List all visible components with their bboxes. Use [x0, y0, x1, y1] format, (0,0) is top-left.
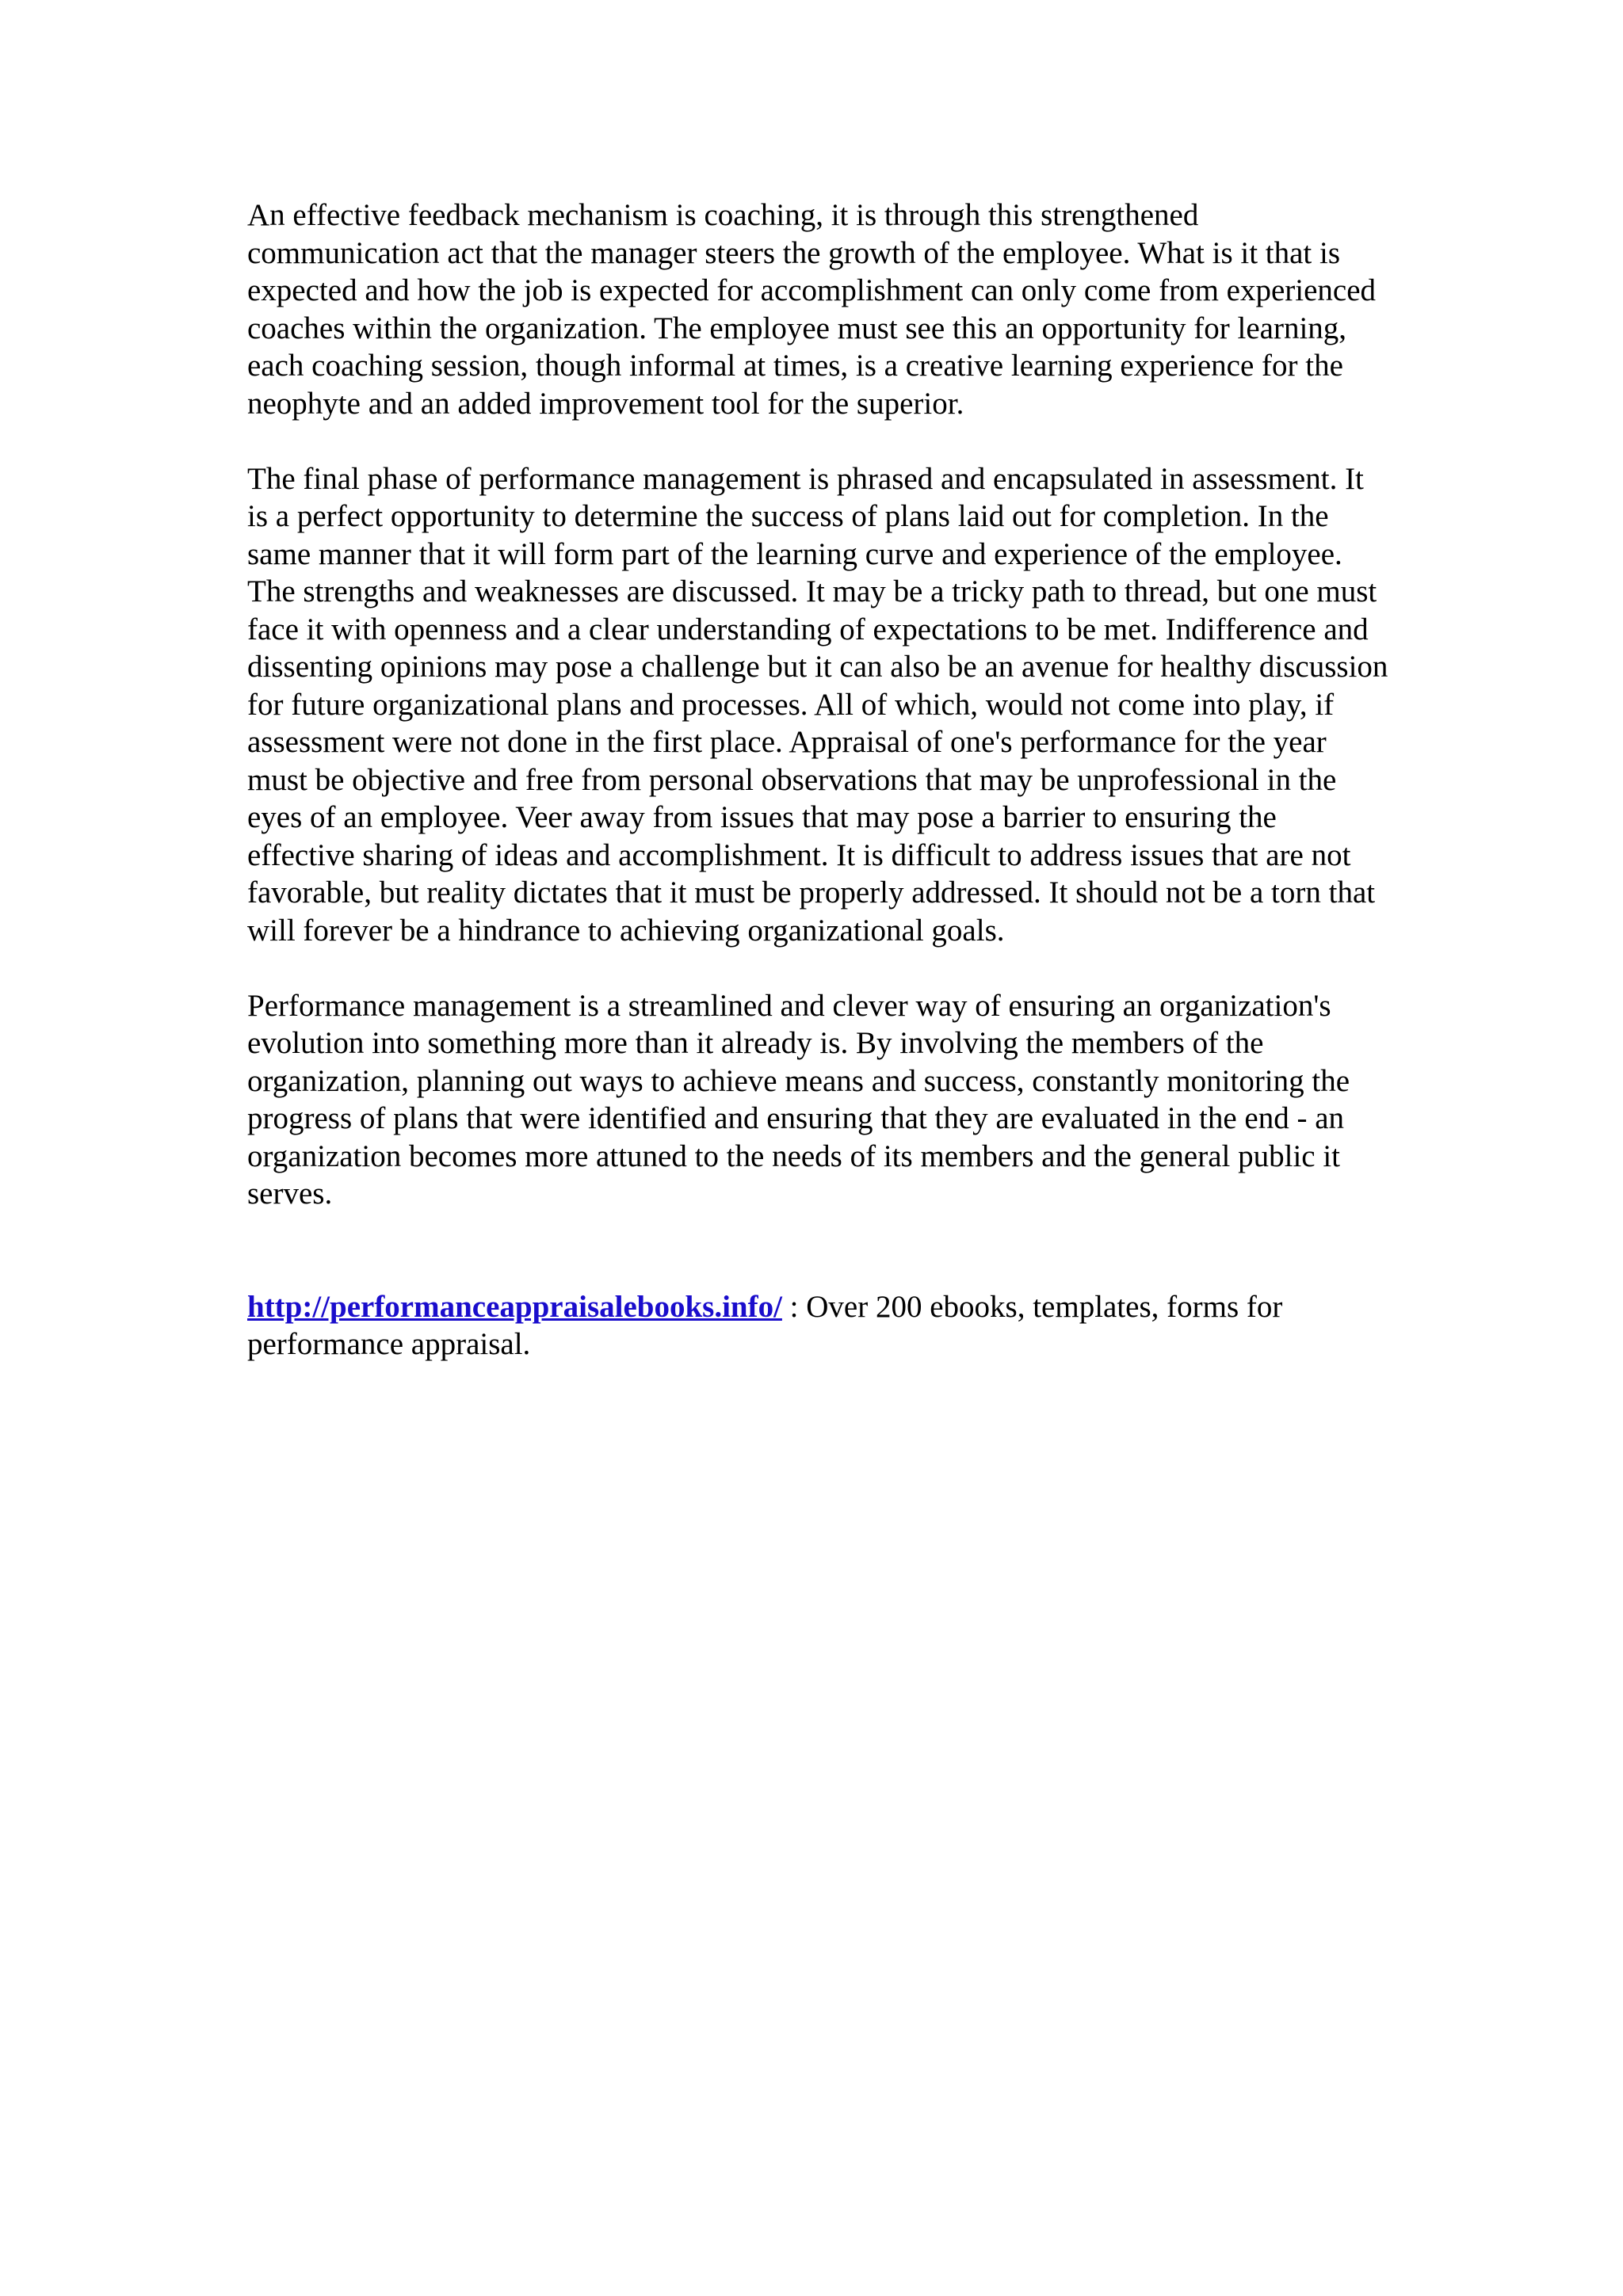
paragraph-coaching: An effective feedback mechanism is coaching, it is through this strengthened communication act that the manager steers the growth of the employee. What is it that is expected and how the job is expected for accomplishment can only come from experienced coaches within the organization. The employee must see this an opportunity for learning, each coaching session, though informal at times, is a creative learning experience for the neophyte and an added improvement tool for the superior. [247, 198, 1377, 421]
footer-line [247, 1288, 1388, 1363]
paragraph-conclusion: Performance management is a streamlined and clever way of ensuring an organization's evolution into something more than it already is. By involving the members of the organization, planning out ways to achieve means and success, constantly monitoring the progress of plans that were identified and ensuring that they are evaluated in the end - an organization becomes more attuned to the needs of its members and the general public it serves. [247, 988, 1350, 1211]
paragraph-assessment: The final phase of performance management is phrased and encapsulated in assessment. It is a perfect opportunity to determine the success of plans laid out for completion. In the same manner that it will form part of the learning curve and experience of the employee. The strengths and weaknesses are discussed. It may be a tricky path to thread, but one must face it with openness and a clear understanding of expectations to be met. Indifference and dissenting opinions may pose a challenge but it can also be an avenue for healthy discussion for future organizational plans and processes. All of which, would not come into play, if assessment were not done in the first place. Appraisal of one's performance for the year must be objective and free from personal observations that may be unprofessional in the eyes of an employee. Veer away from issues that may pose a barrier to ensuring the effective sharing of ideas and accomplishment. It is difficult to address issues that are not favorable, but reality dictates that it must be properly addressed. It should not be a torn that will forever be a hindrance to achieving organizational goals. [247, 461, 1388, 948]
document-body [247, 196, 1388, 1401]
footer-description: : Over 200 ebooks, templates, forms for performance appraisal. [247, 1289, 1283, 1361]
ebooks-link[interactable]: http://performanceappraisalebooks.info/ [247, 1289, 782, 1324]
